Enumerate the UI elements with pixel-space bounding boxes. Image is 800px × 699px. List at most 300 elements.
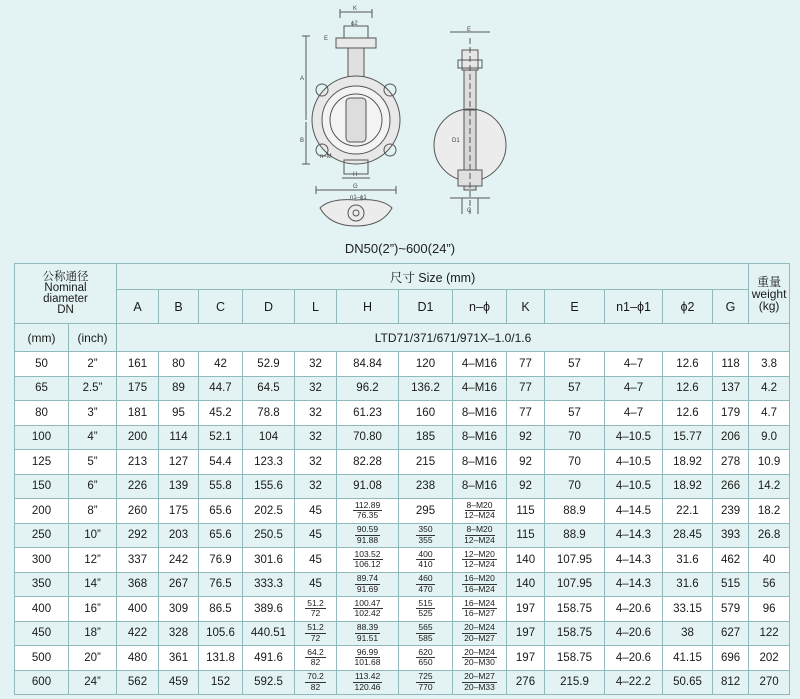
table-row [15,646,790,671]
dim-l-stack [295,599,336,619]
bolt-spec-value: 12–M24 [464,534,495,545]
bottom-holes-cell: 4–14.3 [605,548,663,573]
column-header: E [545,290,605,324]
dim-b-cell: 80 [159,352,199,377]
dim-d1-cell [399,548,453,573]
dim-l-cell [295,646,337,671]
dim-h-value: 91.88 [356,534,379,545]
column-header: B [159,290,199,324]
dim-phi2-cell: 18.92 [663,450,713,475]
dim-h-value: 103.52 [354,548,381,559]
column-header: K [507,290,545,324]
dim-phi2-cell: 15.77 [663,425,713,450]
dim-c-cell: 52.1 [199,425,243,450]
dim-k-cell: 115 [507,499,545,524]
dim-c-cell: 55.8 [199,474,243,499]
dim-e-cell: 57 [545,401,605,426]
technical-drawing [0,0,800,262]
dim-l-value: 70.2 [307,671,324,682]
dim-d1-cell [399,670,453,695]
table-row [15,499,790,524]
dim-d-cell: 155.6 [243,474,295,499]
dim-l-value: 51.2 [307,622,324,633]
dim-e-cell: 107.95 [545,548,605,573]
dim-e-cell: 88.9 [545,499,605,524]
dim-l-value: 64.2 [307,646,324,657]
dim-d1-value: 410 [418,559,433,570]
table-row [15,401,790,426]
weight-cell: 96 [749,597,790,622]
bolt-spec-cell [453,621,507,646]
dim-h-stack [337,672,398,692]
dim-b-cell: 114 [159,425,199,450]
dim-a-cell: 200 [117,425,159,450]
table-row [15,376,790,401]
dim-phi2-cell: 33.15 [663,597,713,622]
dim-k-cell: 77 [507,401,545,426]
dim-d-cell: 104 [243,425,295,450]
bolt-spec-stack [453,501,506,521]
dim-b-cell: 328 [159,621,199,646]
bottom-holes-cell: 4–20.6 [605,621,663,646]
dim-k-cell: 276 [507,670,545,695]
dim-d1-value: 770 [418,681,433,692]
dn-mm-cell: 300 [15,548,69,573]
weight-cell: 4.2 [749,376,790,401]
dn-mm-cell: 250 [15,523,69,548]
dim-k-cell: 115 [507,523,545,548]
dim-e-cell: 70 [545,450,605,475]
dim-l-value: 72 [310,608,321,619]
bolt-spec-value: 16–M24 [464,583,495,594]
dim-b-cell: 361 [159,646,199,671]
dim-d1-stack [399,599,452,619]
dim-k-cell: 197 [507,597,545,622]
dim-label-g: G [353,184,358,190]
dn-inch-cell: 8” [69,499,117,524]
dim-b-cell: 89 [159,376,199,401]
dim-g-cell: 278 [713,450,749,475]
bolt-spec-cell: 4–M16 [453,352,507,377]
bolt-spec-stack [453,599,506,619]
dim-l-value: 82 [310,681,321,692]
dn-inch-cell: 14” [69,572,117,597]
dim-d1-value: 725 [418,671,433,682]
dim-h-cell [337,646,399,671]
bolt-spec-cell [453,572,507,597]
dn-mm-cell: 125 [15,450,69,475]
bottom-holes-cell: 4–22.2 [605,670,663,695]
dim-l-cell: 32 [295,425,337,450]
dim-d1-value: 565 [418,622,433,633]
bolt-spec-value: 20–M27 [464,671,495,682]
dim-g-cell: 393 [713,523,749,548]
dim-label-h: H [353,172,358,178]
dn-inch-cell: 2.5” [69,376,117,401]
dim-k-cell: 92 [507,450,545,475]
unit-mm: (mm) [15,324,69,352]
dim-l-cell: 32 [295,401,337,426]
dim-d1-cell [399,597,453,622]
dim-d-cell: 64.5 [243,376,295,401]
drawing-caption: DN50(2”)~600(24”) [344,241,456,256]
dim-d1-stack [399,623,452,643]
dim-c-cell: 131.8 [199,646,243,671]
weight-cell: 270 [749,670,790,695]
dim-d1-stack [399,525,452,545]
dn-inch-cell: 20” [69,646,117,671]
dim-l-cell: 32 [295,376,337,401]
dim-d1-stack [399,648,452,668]
dim-h-stack [337,574,398,594]
dim-h-stack [337,599,398,619]
bottom-holes-cell: 4–7 [605,352,663,377]
column-header: G [713,290,749,324]
dim-g-cell: 118 [713,352,749,377]
dn-header [15,264,117,324]
dim-h-cell: 96.2 [337,376,399,401]
table-row [15,425,790,450]
dim-k-cell: 197 [507,646,545,671]
dim-c-cell: 105.6 [199,621,243,646]
weight-cell: 4.7 [749,401,790,426]
dn-inch-cell: 4” [69,425,117,450]
dim-h-cell: 61.23 [337,401,399,426]
dn-mm-cell: 200 [15,499,69,524]
dim-phi2-cell: 12.6 [663,401,713,426]
dim-label-side-e: E [467,27,472,33]
dim-c-cell: 45.2 [199,401,243,426]
dim-d-cell: 250.5 [243,523,295,548]
bottom-holes-cell: 4–14.3 [605,523,663,548]
dim-d1-value: 515 [418,597,433,608]
table-row [15,670,790,695]
weight-cell: 14.2 [749,474,790,499]
dim-phi2-cell: 18.92 [663,474,713,499]
bolt-spec-value: 16–M20 [464,573,495,584]
dim-l-cell: 45 [295,548,337,573]
dim-h-value: 96.99 [356,646,379,657]
spec-table-body [15,352,790,695]
weight-cell: 3.8 [749,352,790,377]
table-row [15,474,790,499]
dn-mm-cell: 400 [15,597,69,622]
dim-e-cell: 107.95 [545,572,605,597]
dim-d1-value: 650 [418,657,433,668]
dim-e-cell: 70 [545,425,605,450]
dim-a-cell: 175 [117,376,159,401]
dim-e-cell: 158.75 [545,621,605,646]
dn-inch-cell: 12” [69,548,117,573]
column-header: n1–ϕ1 [605,290,663,324]
weight-header-unit: (kg) [758,298,780,313]
dn-header-en1: Nominal [44,281,87,294]
column-header: C [199,290,243,324]
bolt-spec-value: 12–M24 [464,559,495,570]
bolt-spec-cell: 8–M16 [453,450,507,475]
dim-k-cell: 140 [507,548,545,573]
dim-g-cell: 266 [713,474,749,499]
dim-l-cell [295,621,337,646]
dn-inch-cell: 10” [69,523,117,548]
bottom-holes-cell: 4–10.5 [605,425,663,450]
dn-inch-cell: 18” [69,621,117,646]
dim-a-cell: 260 [117,499,159,524]
column-header: D1 [399,290,453,324]
weight-header [749,264,790,324]
dn-inch-cell: 3” [69,401,117,426]
dim-h-cell [337,572,399,597]
weight-cell: 122 [749,621,790,646]
dim-h-value: 89.74 [356,573,379,584]
dim-h-value: 88.39 [356,622,379,633]
dim-l-value: 51.2 [307,597,324,608]
dim-k-cell: 77 [507,352,545,377]
weight-cell: 9.0 [749,425,790,450]
dim-label-e: E [324,36,329,42]
dn-mm-cell: 600 [15,670,69,695]
bolt-spec-cell [453,499,507,524]
dim-g-cell: 462 [713,548,749,573]
dim-d1-value: 470 [418,583,433,594]
dim-h-cell [337,523,399,548]
dim-l-cell: 32 [295,474,337,499]
bolt-spec-value: 20–M24 [464,622,495,633]
dim-d1-cell [399,572,453,597]
dim-a-cell: 562 [117,670,159,695]
bolt-spec-value: 12–M24 [464,510,495,521]
dim-e-cell: 158.75 [545,597,605,622]
column-header: L [295,290,337,324]
bolt-spec-stack [453,672,506,692]
dim-label-d1: D1 [452,138,460,144]
dim-h-value: 106.12 [354,559,381,570]
dim-d-cell: 301.6 [243,548,295,573]
bolt-spec-stack [453,550,506,570]
dim-l-value: 82 [310,657,321,668]
weight-cell: 10.9 [749,450,790,475]
bottom-holes-cell: 4–7 [605,376,663,401]
dim-h-stack [337,648,398,668]
dim-k-cell: 92 [507,474,545,499]
bolt-spec-cell [453,548,507,573]
dim-d1-value: 350 [418,524,433,535]
dim-c-cell: 86.5 [199,597,243,622]
dim-label-k: K [353,6,358,12]
weight-cell: 202 [749,646,790,671]
dn-inch-cell: 24” [69,670,117,695]
dn-header-code: DN [57,303,74,316]
dim-label-b: B [300,138,305,144]
dim-g-cell: 239 [713,499,749,524]
bottom-holes-cell: 4–14.5 [605,499,663,524]
dim-g-cell: 696 [713,646,749,671]
dn-inch-cell: 2” [69,352,117,377]
dn-mm-cell: 65 [15,376,69,401]
dim-d1-cell [399,646,453,671]
dim-b-cell: 203 [159,523,199,548]
dim-k-cell: 140 [507,572,545,597]
dim-d1-cell: 238 [399,474,453,499]
bolt-spec-cell: 8–M16 [453,474,507,499]
dim-e-cell: 88.9 [545,523,605,548]
dim-b-cell: 175 [159,499,199,524]
dim-d1-value: 460 [418,573,433,584]
dim-h-cell [337,597,399,622]
dim-d1-value: 525 [418,608,433,619]
dim-d-cell: 440.51 [243,621,295,646]
dim-l-cell: 32 [295,450,337,475]
bolt-spec-value: 20–M24 [464,646,495,657]
dim-d-cell: 491.6 [243,646,295,671]
dim-h-value: 112.89 [354,499,381,510]
dim-b-cell: 95 [159,401,199,426]
dim-d1-value: 585 [418,632,433,643]
dn-mm-cell: 80 [15,401,69,426]
bottom-view [316,186,396,226]
bolt-spec-stack [453,525,506,545]
table-row [15,621,790,646]
dim-phi2-cell: 38 [663,621,713,646]
dim-b-cell: 242 [159,548,199,573]
dim-a-cell: 213 [117,450,159,475]
table-row [15,352,790,377]
dim-label-a: A [300,76,305,82]
dim-c-cell: 76.9 [199,548,243,573]
dim-h-value: 113.42 [354,671,381,682]
bolt-spec-value: 20–M30 [464,657,495,668]
bottom-holes-cell: 4–20.6 [605,597,663,622]
table-row [15,523,790,548]
bolt-spec-cell: 4–M16 [453,376,507,401]
dim-a-cell: 161 [117,352,159,377]
bolt-spec-cell [453,670,507,695]
dim-phi2-cell: 50.65 [663,670,713,695]
dim-h-cell [337,548,399,573]
bottom-holes-cell: 4–10.5 [605,474,663,499]
dim-b-cell: 459 [159,670,199,695]
dn-header-cn: 公称通径 [42,270,89,283]
dim-d1-cell: 160 [399,401,453,426]
bolt-spec-cell: 8–M16 [453,401,507,426]
dim-h-cell [337,670,399,695]
dim-d1-stack [399,574,452,594]
dim-c-cell: 76.5 [199,572,243,597]
dim-h-stack [337,623,398,643]
dim-k-cell: 77 [507,376,545,401]
dim-phi2-cell: 31.6 [663,572,713,597]
dn-mm-cell: 50 [15,352,69,377]
dim-h-value: 76.35 [356,510,379,521]
dim-a-cell: 292 [117,523,159,548]
column-header: H [337,290,399,324]
dim-d-cell: 333.3 [243,572,295,597]
dn-mm-cell: 500 [15,646,69,671]
dim-label-n1-phi1: n1–ϕ1 [350,195,367,201]
dim-h-value: 91.51 [356,632,379,643]
dim-l-stack [295,672,336,692]
dim-e-cell: 70 [545,474,605,499]
dn-mm-cell: 150 [15,474,69,499]
front-view [302,9,400,178]
dim-h-stack [337,525,398,545]
bolt-spec-stack [453,648,506,668]
bottom-holes-cell: 4–10.5 [605,450,663,475]
table-row [15,597,790,622]
dim-e-cell: 57 [545,352,605,377]
dim-d-cell: 202.5 [243,499,295,524]
dim-a-cell: 400 [117,597,159,622]
dim-phi2-cell: 12.6 [663,352,713,377]
dim-c-cell: 42 [199,352,243,377]
dim-d1-cell [399,523,453,548]
dim-label-c: C [467,208,472,214]
dim-l-cell: 45 [295,572,337,597]
dim-l-cell [295,670,337,695]
size-header: 尺寸 Size (mm) [117,264,749,290]
bolt-spec-stack [453,623,506,643]
dim-l-cell: 45 [295,499,337,524]
bolt-spec-stack [453,574,506,594]
dim-l-cell: 32 [295,352,337,377]
bolt-spec-cell [453,523,507,548]
dim-a-cell: 181 [117,401,159,426]
dim-c-cell: 152 [199,670,243,695]
dim-k-cell: 92 [507,425,545,450]
dim-d-cell: 123.3 [243,450,295,475]
dim-d-cell: 78.8 [243,401,295,426]
dim-phi2-cell: 12.6 [663,376,713,401]
dim-d1-cell: 120 [399,352,453,377]
dim-phi2-cell: 28.45 [663,523,713,548]
dn-mm-cell: 100 [15,425,69,450]
weight-cell: 40 [749,548,790,573]
dim-d1-cell: 185 [399,425,453,450]
dim-phi2-cell: 31.6 [663,548,713,573]
dim-d-cell: 52.9 [243,352,295,377]
dn-mm-cell: 350 [15,572,69,597]
dim-h-cell: 84.84 [337,352,399,377]
dim-d1-cell [399,621,453,646]
weight-header-en: weight [751,286,787,301]
bottom-holes-cell: 4–20.6 [605,646,663,671]
dim-d1-cell: 295 [399,499,453,524]
dim-k-cell: 197 [507,621,545,646]
dim-h-cell: 70.80 [337,425,399,450]
dim-g-cell: 627 [713,621,749,646]
dim-g-cell: 137 [713,376,749,401]
weight-cell: 56 [749,572,790,597]
spec-table [14,263,790,695]
dim-b-cell: 267 [159,572,199,597]
dim-l-stack [295,623,336,643]
dim-d1-stack [399,672,452,692]
bolt-spec-value: 12–M20 [464,548,495,559]
dim-a-cell: 422 [117,621,159,646]
dim-d-cell: 592.5 [243,670,295,695]
valve-drawing-svg [0,0,800,240]
weight-header-cn: 重量 [757,274,782,289]
bolt-spec-value: 16–M24 [464,597,495,608]
dim-phi2-cell: 22.1 [663,499,713,524]
dim-g-cell: 206 [713,425,749,450]
dim-a-cell: 480 [117,646,159,671]
dim-c-cell: 54.4 [199,450,243,475]
bolt-spec-value: 20–M27 [464,632,495,643]
dim-h-value: 120.46 [354,681,381,692]
table-row [15,572,790,597]
dim-h-cell: 91.08 [337,474,399,499]
